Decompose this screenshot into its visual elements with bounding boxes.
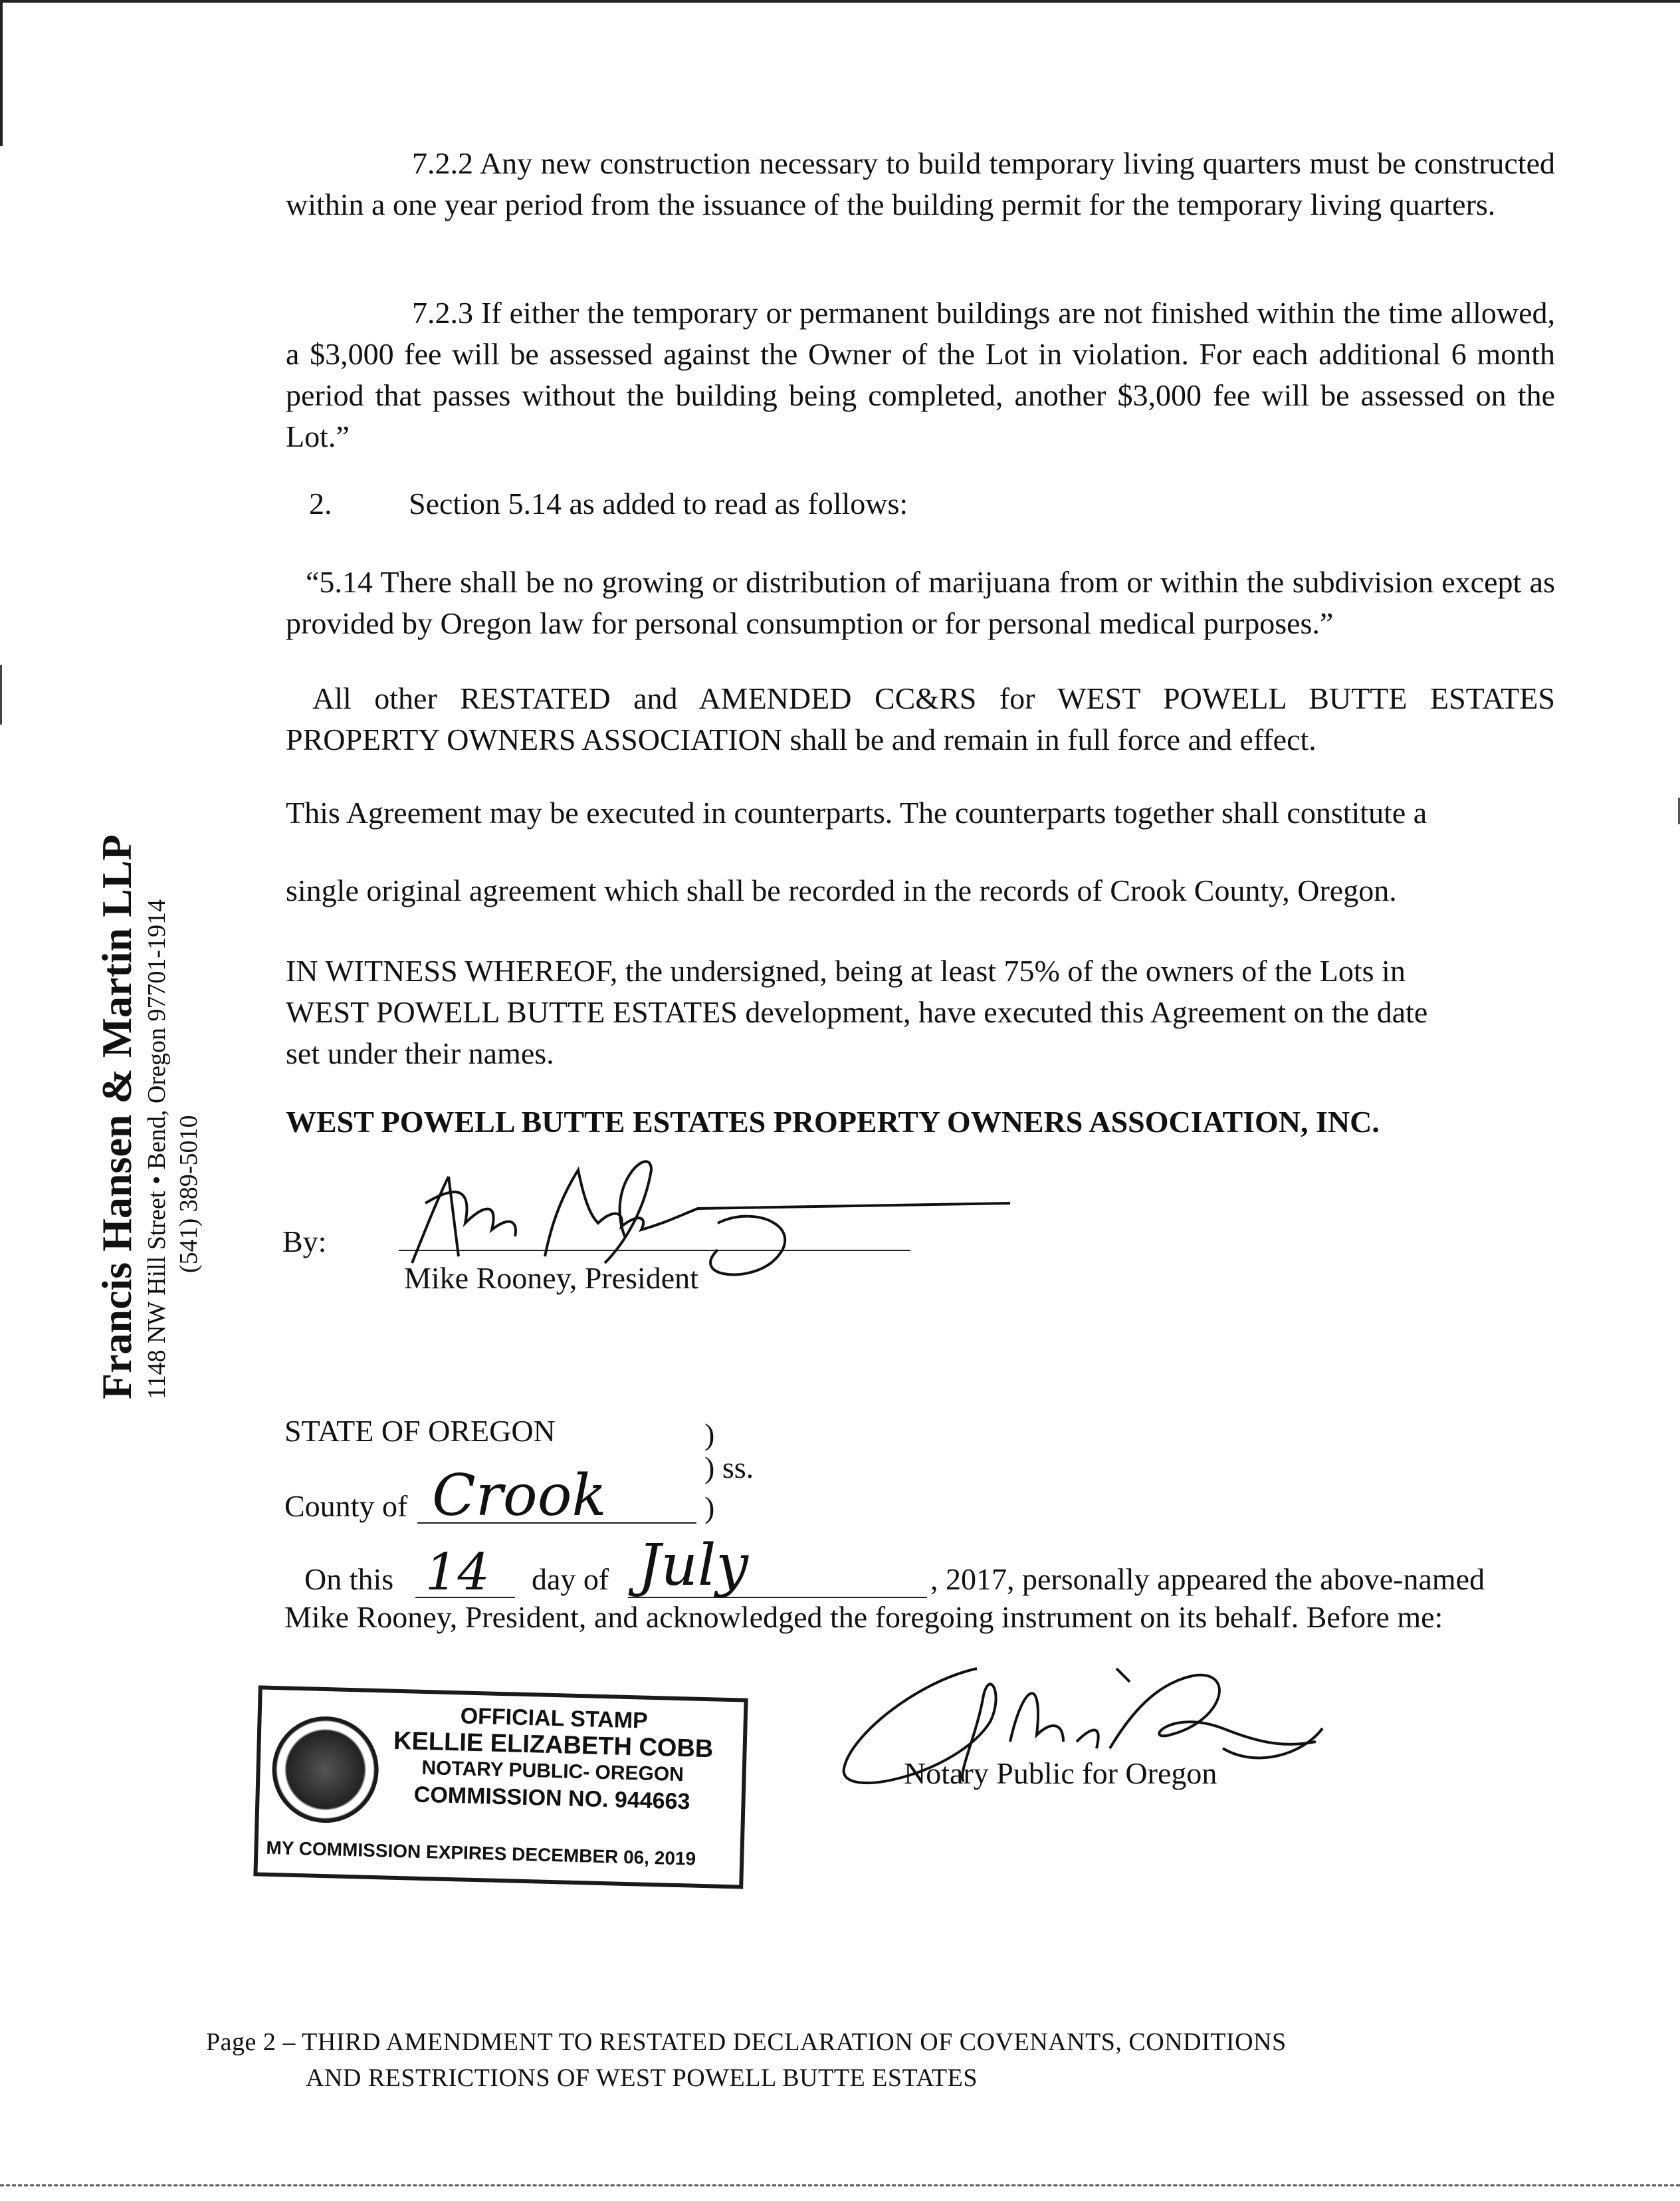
notary-label: Notary Public for Oregon xyxy=(904,1756,1217,1790)
all-other-paragraph xyxy=(286,678,1555,760)
venue-ss: ) ss. xyxy=(704,1450,754,1484)
section-7-2-3 xyxy=(286,292,1555,457)
firm-sidebar xyxy=(93,761,226,1399)
item-2-number: 2. xyxy=(309,487,332,521)
section-7-2-3-text: 7.2.3 If either the temporary or permanent buildings are not finished within the time allowed, a $3,000 fee will be assessed against the Owner of the Lot in violation. For each additional 6 month period that passes without the building being completed, another $3,000 fee will be assessed on the Lot.” xyxy=(286,296,1555,453)
ack-line-2: Mike Rooney, President, and acknowledged the foregoing instrument on its behalf. Before me: xyxy=(284,1600,1443,1634)
witness-text: IN WITNESS WHEREOF, the undersigned, being at least 75% of the owners of the Lots in WEST POWELL BUTTE ESTATES development, have executed this Agreement on the date set under their names. xyxy=(286,954,1428,1070)
footer-line-2: AND RESTRICTIONS OF WEST POWELL BUTTE ESTATES xyxy=(306,2064,978,2092)
all-other-text: All other RESTATED and AMENDED CC&RS for WEST POWELL BUTTE ESTATES PROPERTY OWNERS ASSOCIATION shall be and remain in full force and effect. xyxy=(286,681,1555,756)
section-7-2-2 xyxy=(286,143,1555,225)
firm-address: 1148 NW Hill Street • Bend, Oregon 97701-1914 xyxy=(143,899,171,1399)
item-2-text: Section 5.14 as added to read as follows: xyxy=(409,487,908,521)
witness-paragraph xyxy=(286,951,1469,1074)
section-5-14-text: “5.14 There shall be no growing or distribution of marijuana from or within the subdivision except as provided by Oregon law for personal consumption or for personal medical purposes.” xyxy=(286,565,1555,640)
signer-name: Mike Rooney, President xyxy=(404,1261,698,1295)
venue-paren-1: ) xyxy=(704,1417,715,1451)
association-name: WEST POWELL BUTTE ESTATES PROPERTY OWNERS ASSOCIATION, INC. xyxy=(286,1105,1380,1139)
month-handwritten: July xyxy=(638,1532,748,1599)
venue-paren-3: ) xyxy=(704,1490,715,1524)
state-label: STATE OF OREGON xyxy=(284,1414,556,1448)
section-7-2-2-text: 7.2.2 Any new construction necessary to build temporary living quarters must be constructed within a one year period from the issuance of the building permit for the temporary living quarters. xyxy=(286,146,1555,221)
stamp-line-4: COMMISSION NO. 944663 xyxy=(413,1782,690,1815)
counterparts-line-2: single original agreement which shall be recorded in the records of Crook County, Oregon. xyxy=(286,873,1397,907)
scan-edge-left-mark xyxy=(0,665,2,725)
by-label: By: xyxy=(282,1224,327,1258)
counterparts-line-1: This Agreement may be executed in counterparts. The counterparts together shall constitute a xyxy=(286,796,1427,830)
ack-line-1-rest: , 2017, personally appeared the above-named xyxy=(930,1562,1485,1596)
day-handwritten: 14 xyxy=(425,1542,490,1601)
official-notary-stamp xyxy=(253,1685,748,1889)
stamp-line-5: MY COMMISSION EXPIRES DECEMBER 06, 2019 xyxy=(266,1837,696,1869)
stamp-line-1: OFFICIAL STAMP xyxy=(460,1703,649,1734)
page-footer xyxy=(206,2024,1287,2096)
firm-name: Francis Hansen & Martin LLP xyxy=(93,834,140,1399)
section-5-14 xyxy=(286,562,1555,644)
county-label: County of xyxy=(284,1489,408,1523)
footer-line-1: Page 2 – THIRD AMENDMENT TO RESTATED DECLARATION OF COVENANTS, CONDITIONS xyxy=(206,2028,1287,2056)
stamp-line-2: KELLIE ELIZABETH COBB xyxy=(393,1726,714,1764)
scan-edge-bottom xyxy=(0,2184,1680,2186)
stamp-text xyxy=(379,1700,727,1816)
on-this-label: On this xyxy=(304,1562,394,1596)
scan-edge-top xyxy=(0,0,1680,3)
stamp-line-3: NOTARY PUBLIC- OREGON xyxy=(421,1756,684,1786)
day-of-label: day of xyxy=(532,1562,609,1596)
firm-phone: (541) 389-5010 xyxy=(175,1115,203,1273)
county-handwritten: Crook xyxy=(432,1462,607,1529)
state-seal-icon xyxy=(271,1715,380,1824)
scan-edge-left xyxy=(0,0,3,146)
